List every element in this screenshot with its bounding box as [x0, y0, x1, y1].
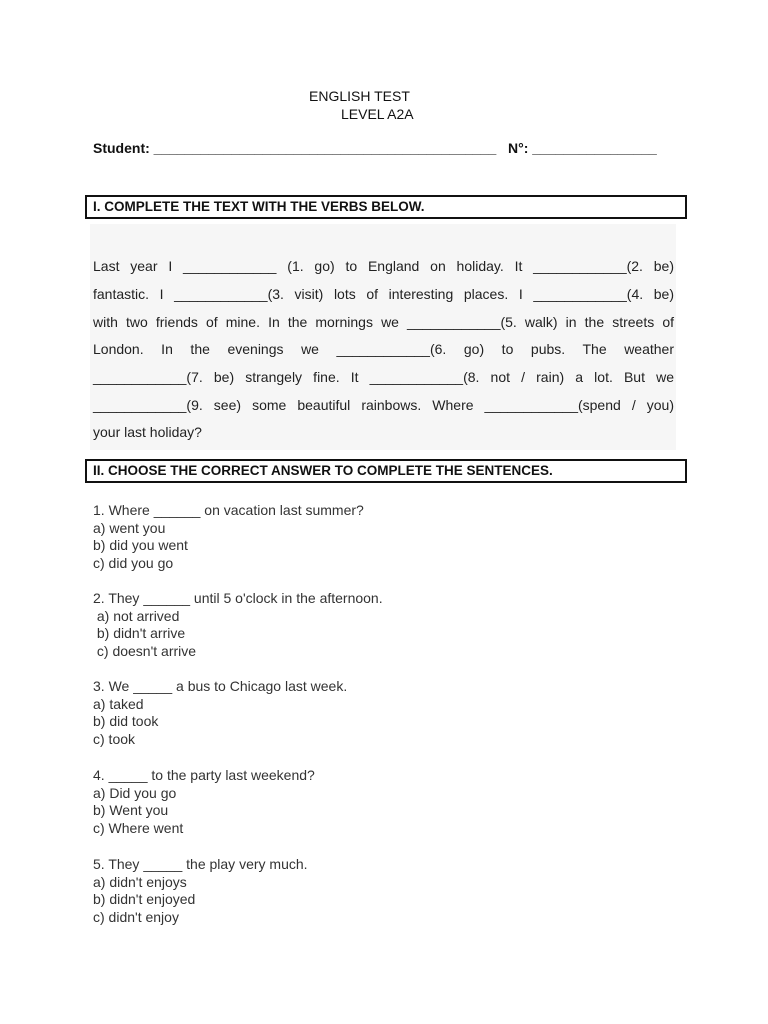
section-2-heading: II. CHOOSE THE CORRECT ANSWER TO COMPLETE THE SENTENCES.	[85, 459, 687, 483]
student-name-field[interactable]: Student: ____________________________________________	[93, 140, 497, 156]
answer-option[interactable]: b) didn't arrive	[93, 625, 186, 642]
passage-line: with two friends of mine. In the mornings we ____________(5. walk) in the streets of	[93, 314, 674, 330]
answer-option[interactable]: b) did you went	[93, 537, 188, 554]
question-2	[93, 590, 383, 660]
passage-line: Last year I ____________ (1. go) to England on holiday. It ____________(2. be)	[93, 258, 674, 274]
answer-option[interactable]: a) not arrived	[93, 607, 180, 624]
passage-line: your last holiday?	[93, 424, 202, 440]
question-4	[93, 767, 315, 837]
answer-option[interactable]: b) Went you	[93, 802, 169, 819]
question-text: 4. _____ to the party last weekend?	[93, 767, 315, 783]
answer-option[interactable]: a) Did you go	[93, 784, 177, 801]
fill-in-passage	[90, 224, 676, 450]
question-3	[93, 678, 347, 748]
question-1	[93, 502, 364, 572]
answer-option[interactable]: c) doesn't arrive	[93, 642, 197, 659]
section-1-heading: I. COMPLETE THE TEXT WITH THE VERBS BELOW.	[85, 195, 687, 219]
answer-option[interactable]: a) didn't enjoys	[93, 873, 187, 890]
question-text: 1. Where ______ on vacation last summer?	[93, 502, 364, 518]
student-number-field[interactable]: N°: ________________	[508, 140, 657, 156]
answer-option[interactable]: c) took	[93, 730, 136, 747]
answer-option[interactable]: c) didn't enjoy	[93, 908, 179, 925]
test-title: ENGLISH TEST	[309, 88, 410, 104]
answer-option[interactable]: a) went you	[93, 519, 166, 536]
answer-option[interactable]: c) did you go	[93, 554, 174, 571]
question-5	[93, 856, 308, 926]
question-text: 2. They ______ until 5 o'clock in the afternoon.	[93, 590, 383, 606]
answer-option[interactable]: b) did took	[93, 713, 159, 730]
answer-option[interactable]: a) taked	[93, 695, 144, 712]
passage-line: fantastic. I ____________(3. visit) lots of interesting places. I ____________(4. be)	[93, 286, 674, 302]
passage-line: London. In the evenings we ____________(6. go) to pubs. The weather	[93, 341, 674, 357]
answer-option[interactable]: c) Where went	[93, 819, 184, 836]
test-level: LEVEL A2A	[341, 106, 414, 122]
passage-line: ____________(7. be) strangely fine. It ____________(8. not / rain) a lot. But we	[93, 369, 674, 385]
answer-option[interactable]: b) didn't enjoyed	[93, 891, 196, 908]
question-text: 3. We _____ a bus to Chicago last week.	[93, 678, 348, 694]
passage-line: ____________(9. see) some beautiful rainbows. Where ____________(spend / you)	[93, 397, 674, 413]
question-text: 5. They _____ the play very much.	[93, 856, 308, 872]
